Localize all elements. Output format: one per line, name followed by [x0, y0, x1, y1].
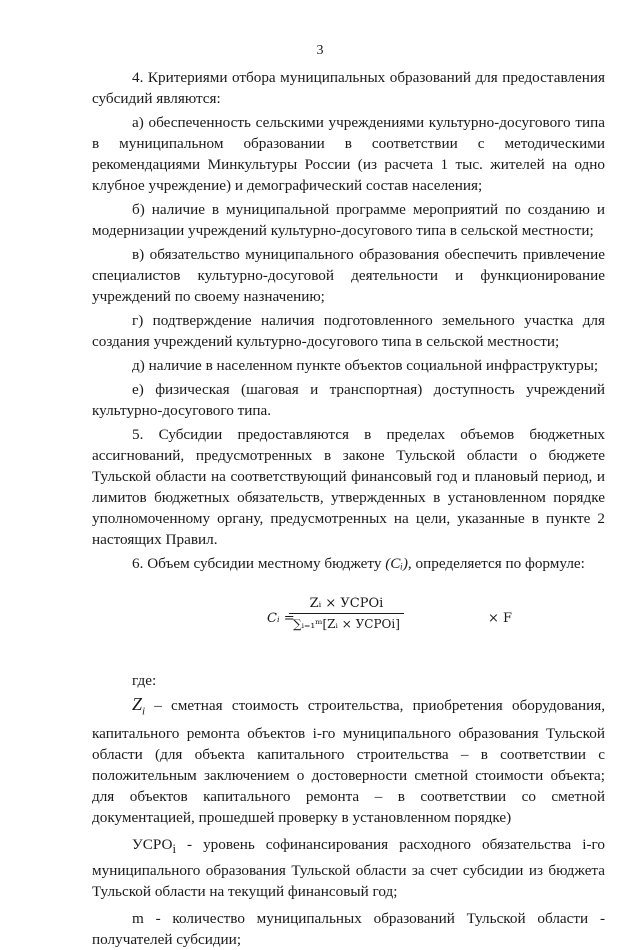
paragraph-4-item-g: г) подтверждение наличия подготовленного земельного участка для создания учреждений культурно-досугового типа в сельской местности; — [92, 312, 605, 350]
formula-numerator: Zᵢ × УСРОi — [289, 596, 404, 614]
definition-usro — [92, 834, 605, 902]
paragraph-4-item-d: д) наличие в населенном пункте объектов социальной инфраструктуры; — [132, 357, 599, 374]
usro-symbol: $УСРО_i$ — [132, 835, 177, 856]
paragraph-6-tail: , определяется по формуле: — [407, 555, 585, 572]
paragraph-6-lead: 6. Объем субсидии местному бюджету — [132, 555, 382, 572]
subsidy-formula — [92, 596, 605, 646]
paragraph-6 — [92, 553, 605, 574]
subsidy-symbol: (Cᵢ) — [385, 555, 408, 572]
z-symbol: $Z_i$ — [132, 694, 146, 718]
where-label: где: — [132, 672, 157, 689]
paragraph-4-item-a: а) обеспеченность сельскими учреждениями культурно-досугового типа в муниципальном образовании в соответствии с методическими рекомендациями Минкультуры России (из расчета 1 тыс. жителей на одно клубное учреждение) и демографический состав населения; — [92, 114, 605, 194]
definition-usro-text: - уровень софинансирования расходного обязательства i-го муниципального образования Тульской области за счет субсидии из бюджета Тульской области на текущий финансовый год; — [92, 835, 605, 900]
definition-z-text: – сметная стоимость строительства, приобретения оборудования, капитального ремонта объектов i-го муниципального образования Тульской области (для объекта капитального строительства – в соответствии с положительным заключением о достоверности сметной стоимости объекта; для объектов капитального ремонта – в соответствии со сметной документацией, прошедшей проверку в установленном порядке) — [92, 697, 605, 826]
formula-rhs: × F — [488, 611, 513, 626]
page-number: 3 — [316, 43, 324, 58]
definition-m: m - количество муниципальных образований Тульской области - получателей субсидии; — [92, 909, 605, 948]
paragraph-4-item-v: в) обязательство муниципального образования обеспечить привлечение специалистов культурно-досуговой деятельности и функционирование учреждений по своему назначению; — [92, 246, 605, 305]
paragraph-4-intro: 4. Критериями отбора муниципальных образований для предоставления субсидий являются: — [92, 69, 605, 107]
paragraph-4-item-b: б) наличие в муниципальной программе мероприятий по созданию и модернизации учреждений культурно-досугового типа в сельской местности; — [92, 201, 605, 239]
formula-lhs: Cᵢ = — [267, 611, 295, 626]
document-body — [92, 67, 605, 950]
definition-z — [92, 694, 605, 828]
paragraph-4-item-e: е) физическая (шаговая и транспортная) доступность учреждений культурно-досугового типа. — [92, 381, 605, 419]
formula-denominator: ∑ᵢ₌₁ᵐ[Zᵢ × УСРОi] — [293, 617, 400, 631]
paragraph-5: 5. Субсидии предоставляются в пределах объемов бюджетных ассигнований, предусмотренных в законе Тульской области о бюджете Тульской области на соответствующий финансовый год и плановый период, и лимитов бюджетных обязательств, утвержденных в установленном порядке уполномоченному органу, предусмотренных на цели, указанные в пункте 2 настоящих Правил. — [92, 426, 605, 548]
formula-fraction — [289, 596, 404, 632]
